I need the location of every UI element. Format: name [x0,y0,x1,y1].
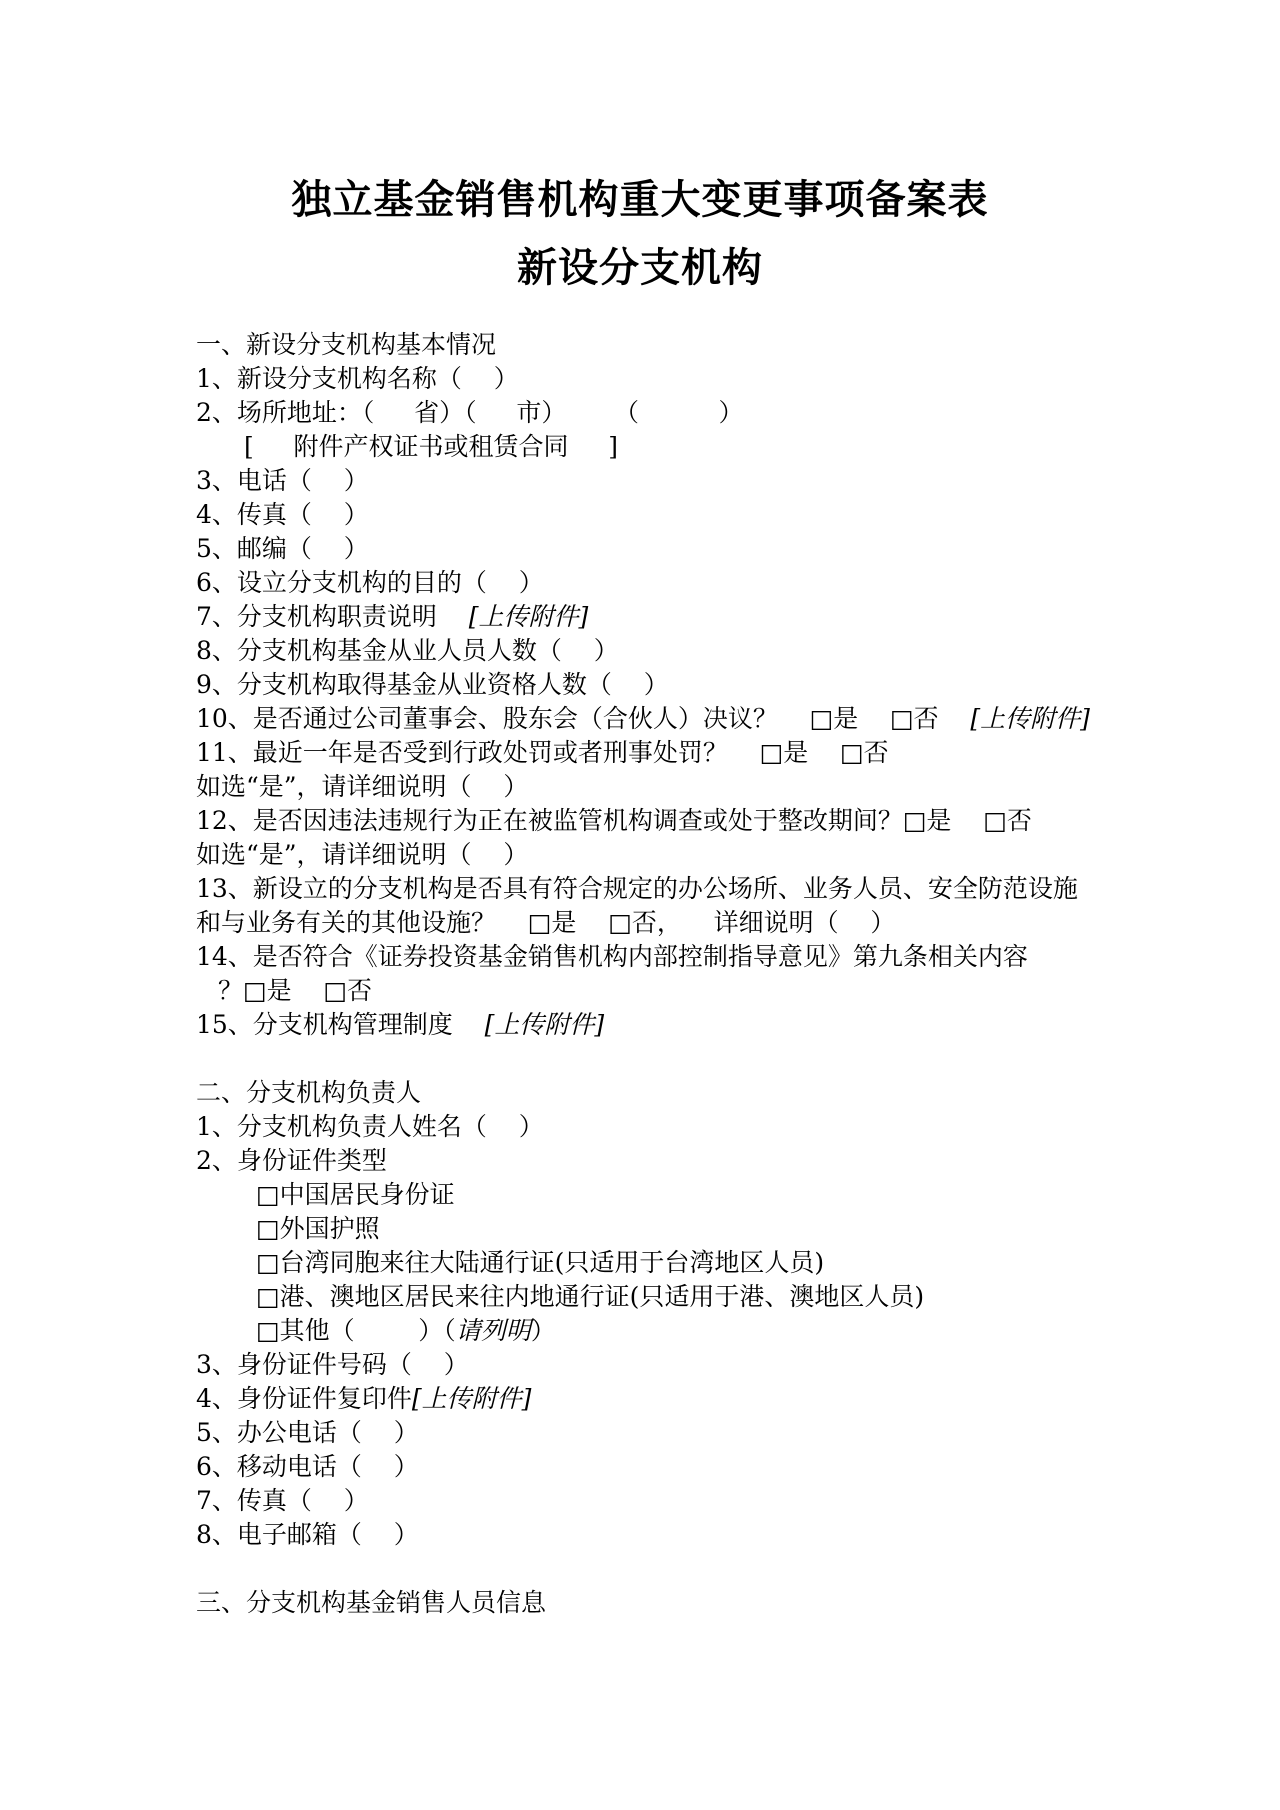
guideline-choice[interactable]: ？□是 □否 [218,976,373,1005]
id-type-other-close: ） [530,1316,556,1345]
id-type-option-taiwan-permit[interactable]: □台湾同胞来往大陆通行证(只适用于台湾地区人员) [256,1248,825,1277]
duties-row [196,600,1096,634]
section-2-heading: 二、分支机构负责人 [196,1078,422,1107]
postcode-field[interactable]: 5、邮编（ ） [196,534,369,563]
manager-fax-field[interactable]: 7、传真（ ） [196,1486,369,1515]
document-subtitle: 新设分支机构 [517,245,763,291]
section-1-heading: 一、新设分支机构基本情况 [196,330,497,359]
penalty-detail-field[interactable]: 如选“是”，请详细说明（ ） [196,772,529,801]
document-title: 独立基金销售机构重大变更事项备案表 [291,177,989,223]
manager-name-field[interactable]: 1、分支机构负责人姓名（ ） [196,1112,544,1141]
spacer [196,1552,1096,1586]
id-type-option-other[interactable] [196,1314,1096,1348]
property-certificate-attachment[interactable]: [ 附件产权证书或租赁合同 ] [244,432,618,461]
management-rules-upload-link[interactable]: [上传附件] [484,1010,605,1039]
guideline-question: 14、是否符合《证券投资基金销售机构内部控制指导意见》第九条相关内容 [196,942,1028,971]
section-3-heading: 三、分支机构基金销售人员信息 [196,1588,547,1617]
id-type-other-hint: 请列明 [455,1316,531,1345]
qualified-count-field[interactable]: 9、分支机构取得基金从业资格人数（ ） [196,670,669,699]
branch-name-field[interactable]: 1、新设分支机构名称（ ） [196,364,519,393]
id-type-option-passport[interactable]: □外国护照 [256,1214,380,1243]
duties-label: 7、分支机构职责说明 [196,602,469,631]
staff-count-field[interactable]: 8、分支机构基金从业人员人数（ ） [196,636,619,665]
id-type-option-resident-card[interactable]: □中国居民身份证 [256,1180,455,1209]
phone-field[interactable]: 3、电话（ ） [196,466,369,495]
facilities-question[interactable]: 13、新设立的分支机构是否具有符合规定的办公场所、业务人员、安全防范设施和与业务有关的其他设施？ □是 □否， 详细说明（ ） [196,874,1078,937]
id-type-option-hk-macao-permit[interactable]: □港、澳地区居民来往内地通行证(只适用于港、澳地区人员) [256,1282,925,1311]
investigation-question[interactable]: 12、是否因违法违规行为正在被监管机构调查或处于整改期间？□是 □否 [196,806,1032,835]
board-resolution-question[interactable]: 10、是否通过公司董事会、股东会（合伙人）决议？ □是 □否 [196,704,971,733]
fax-field[interactable]: 4、传真（ ） [196,500,369,529]
investigation-detail-field[interactable]: 如选“是”，请详细说明（ ） [196,840,529,869]
address-field[interactable]: 2、场所地址：（ 省）（ 市） （ ） [196,398,744,427]
office-phone-field[interactable]: 5、办公电话（ ） [196,1418,419,1447]
id-copy-row [196,1382,1096,1416]
id-type-other-label: □其他（ ）（ [256,1316,456,1345]
id-type-label: 2、身份证件类型 [196,1146,387,1175]
form-body [196,328,1096,1620]
purpose-field[interactable]: 6、设立分支机构的目的（ ） [196,568,544,597]
management-rules-label: 15、分支机构管理制度 [196,1010,485,1039]
duties-upload-link[interactable]: [上传附件] [468,602,589,631]
mobile-phone-field[interactable]: 6、移动电话（ ） [196,1452,419,1481]
id-copy-upload-link[interactable]: [上传附件] [411,1384,532,1413]
board-resolution-row [196,702,1096,736]
spacer [196,1042,1096,1076]
board-resolution-upload-link[interactable]: [上传附件] [970,704,1090,733]
management-rules-row [196,1008,1096,1042]
email-field[interactable]: 8、电子邮箱（ ） [196,1520,419,1549]
id-number-field[interactable]: 3、身份证件号码（ ） [196,1350,469,1379]
id-copy-label: 4、身份证件复印件 [196,1384,412,1413]
penalty-question[interactable]: 11、最近一年是否受到行政处罚或者刑事处罚？ □是 □否 [196,738,889,767]
